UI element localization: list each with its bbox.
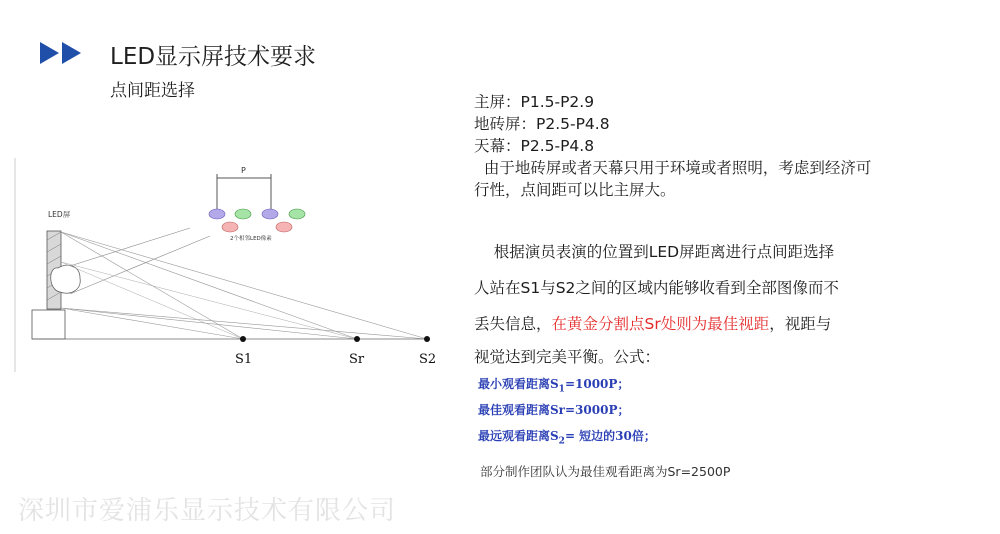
formula-max-value: = 短边的30倍； bbox=[564, 429, 656, 443]
paragraph2-line2: 人站在S1与S2之间的区域内能够收看到全部图像而不 bbox=[474, 279, 839, 297]
screen-label: LED屏 bbox=[48, 210, 71, 219]
spec-main-screen: 主屏：P1.5-P2.9 bbox=[474, 93, 595, 111]
position-label-sr: Sr bbox=[349, 352, 365, 367]
zoom-circle bbox=[51, 265, 80, 293]
formula-min-text: 最小观看距离S bbox=[478, 377, 559, 391]
stage-base bbox=[32, 310, 65, 339]
page-title: LED显示屏技术要求 bbox=[110, 44, 317, 70]
paragraph1-line1: 由于地砖屏或者天幕只用于环境或者照明，考虑到经济可 bbox=[474, 159, 872, 177]
formula-max-distance bbox=[478, 427, 656, 446]
paragraph2-line3 bbox=[474, 312, 831, 334]
pitch-label: P bbox=[241, 166, 246, 175]
page-subtitle: 点间距选择 bbox=[110, 81, 195, 101]
formula-min-subscript: 1 bbox=[558, 384, 565, 395]
position-label-s2: S2 bbox=[419, 352, 437, 367]
position-sr bbox=[354, 336, 360, 342]
paragraph2-line1: 根据演员表演的位置到LED屏距离进行点间距选择 bbox=[474, 243, 835, 261]
led-pixel-purple-1 bbox=[209, 209, 225, 219]
formula-max-subscript: 2 bbox=[558, 436, 565, 447]
pixel-caption: 2个相邻LED像素 bbox=[230, 236, 272, 242]
led-pixel-green-2 bbox=[289, 209, 305, 219]
position-s1 bbox=[240, 336, 246, 342]
paragraph2-line4: 视觉达到完美平衡。公式： bbox=[474, 348, 661, 366]
golden-section-highlight: 在黄金分割点Sr处则为最佳视距 bbox=[551, 315, 770, 333]
formula-max-text: 最远观看距离S bbox=[478, 429, 559, 443]
double-arrow-icon bbox=[40, 42, 84, 64]
company-watermark: 深圳市爱浦乐显示技术有限公司 bbox=[18, 496, 397, 526]
paragraph1-line2: 行性，点间距可以比主屏大。 bbox=[474, 181, 676, 199]
formula-min-distance bbox=[478, 375, 629, 394]
formula-best-distance: 最佳观看距离Sr=3000P； bbox=[478, 403, 630, 417]
position-label-s1: S1 bbox=[235, 352, 253, 367]
paragraph2-line3-end: ，视距与 bbox=[769, 315, 832, 333]
viewing-distance-diagram bbox=[0, 140, 460, 380]
paragraph2-line3-start: 丢失信息， bbox=[474, 315, 552, 333]
spec-ceiling-screen: 天幕：P2.5-P4.8 bbox=[474, 137, 595, 155]
position-s2 bbox=[424, 336, 430, 342]
led-pixel-pink-2 bbox=[276, 222, 292, 232]
led-pixel-pink-1 bbox=[222, 222, 238, 232]
spec-floor-screen: 地砖屏：P2.5-P4.8 bbox=[474, 115, 610, 133]
note-text: 部分制作团队认为最佳观看距离为Sr=2500P bbox=[480, 464, 731, 479]
led-pixel-green-1 bbox=[235, 209, 251, 219]
formula-min-value: =1000P； bbox=[564, 377, 630, 391]
led-pixel-purple-2 bbox=[262, 209, 278, 219]
